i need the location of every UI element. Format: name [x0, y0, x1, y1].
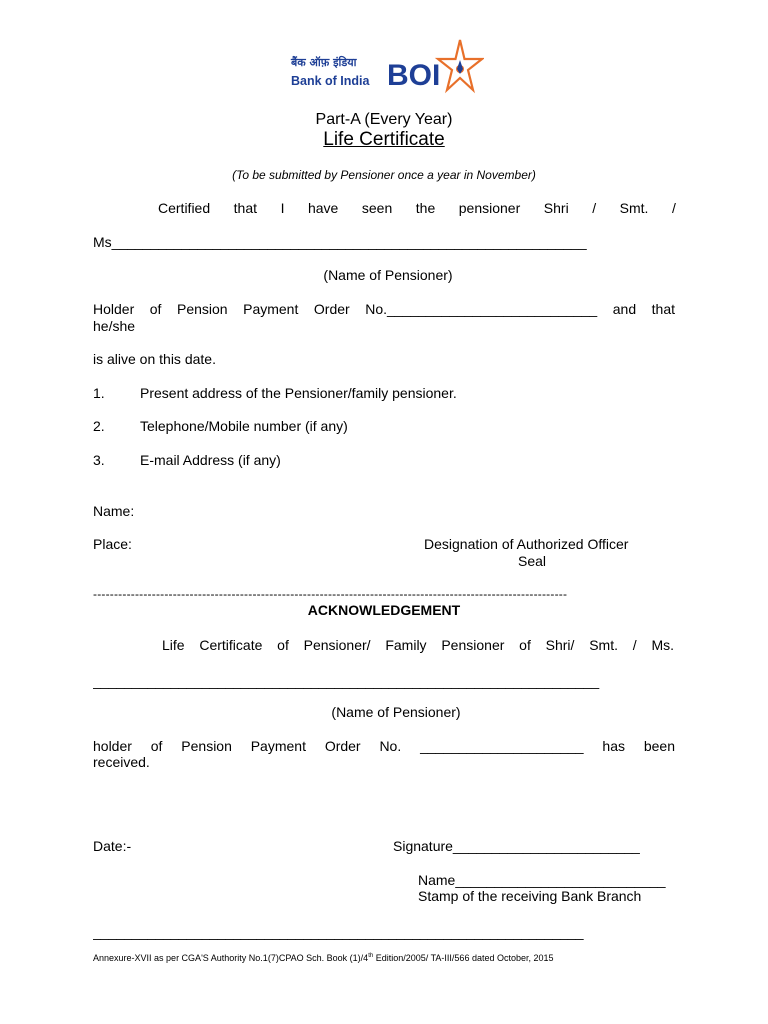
annexure-suffix: Edition/2005/ TA-III/566 dated October, 2015	[375, 953, 554, 963]
intro-word: Shri	[543, 200, 569, 216]
place-label: Place:	[93, 536, 132, 552]
certified-intro-line	[158, 200, 676, 217]
ack-holder-line: holder of Pension Payment Order No. _____________________ has been	[93, 738, 675, 754]
ms-name-line: Ms_____________________________________________________________	[93, 234, 587, 250]
ppo-line-cont: he/she	[93, 318, 136, 334]
separator-line: -----------------------------------------------------------------------------------------------------------------	[93, 587, 568, 601]
intro-word: have	[307, 200, 339, 216]
annexure-middle: as per CGA'S Authority No.1(7)CPAO Sch. Book (1)/4	[154, 953, 369, 963]
ppo-line: Holder of Pension Payment Order No.___________________________ and that	[93, 301, 675, 317]
seal-label: Seal	[518, 553, 547, 569]
intro-word: /	[592, 200, 597, 216]
acknowledgement-title: ACKNOWLEDGEMENT	[307, 602, 461, 618]
ack-name-of-pensioner: (Name of Pensioner)	[331, 704, 461, 720]
intro-word: that	[233, 200, 258, 216]
list-item-number: 3.	[93, 452, 105, 468]
list-item: Present address of the Pensioner/family pensioner.	[140, 385, 457, 401]
list-item-number: 2.	[93, 418, 105, 434]
signature-line: Signature________________________	[393, 838, 640, 854]
stamp-label: Stamp of the receiving Bank Branch	[418, 888, 642, 904]
annexure-prefix: Annexure-XVII	[93, 953, 152, 963]
logo-english-text: Bank of India	[291, 74, 370, 88]
name-label: Name:	[93, 503, 135, 519]
intro-word: Certified	[158, 200, 211, 216]
annexure-footer	[93, 951, 554, 964]
ack-name-line: Name___________________________	[418, 872, 666, 888]
ack-received: received.	[93, 754, 150, 770]
intro-word: pensioner	[458, 200, 521, 216]
list-item-number: 1.	[93, 385, 105, 401]
list-item: E-mail Address (if any)	[140, 452, 281, 468]
doc-title-wrap	[0, 129, 768, 151]
ack-line1: Life Certificate of Pensioner/ Family Pensioner of Shri/ Smt. / Ms.	[162, 637, 674, 653]
date-label: Date:-	[93, 838, 132, 854]
intro-word: /	[671, 200, 676, 216]
annexure-sup: th	[368, 953, 374, 959]
logo-hindi-text: बैंक ऑफ़ इंडिया	[291, 56, 357, 69]
name-of-pensioner-label: (Name of Pensioner)	[323, 267, 453, 283]
ack-blank-line: _________________________________________________________________	[93, 673, 600, 689]
part-title: Part-A (Every Year)	[315, 111, 453, 128]
footer-rule: _______________________________________________________________	[93, 924, 584, 940]
list-item: Telephone/Mobile number (if any)	[140, 418, 348, 434]
intro-word: seen	[361, 200, 393, 216]
logo-boi-text: BOI	[387, 59, 441, 92]
alive-line: is alive on this date.	[93, 351, 216, 367]
submission-note: (To be submitted by Pensioner once a year in November)	[232, 168, 536, 182]
intro-word: the	[415, 200, 436, 216]
designation-label: Designation of Authorized Officer	[424, 536, 629, 552]
doc-title: Life Certificate	[323, 129, 445, 150]
intro-word: I	[280, 200, 285, 216]
star-icon	[438, 40, 482, 90]
intro-word: Smt.	[619, 200, 649, 216]
bank-of-india-logo	[288, 38, 484, 96]
